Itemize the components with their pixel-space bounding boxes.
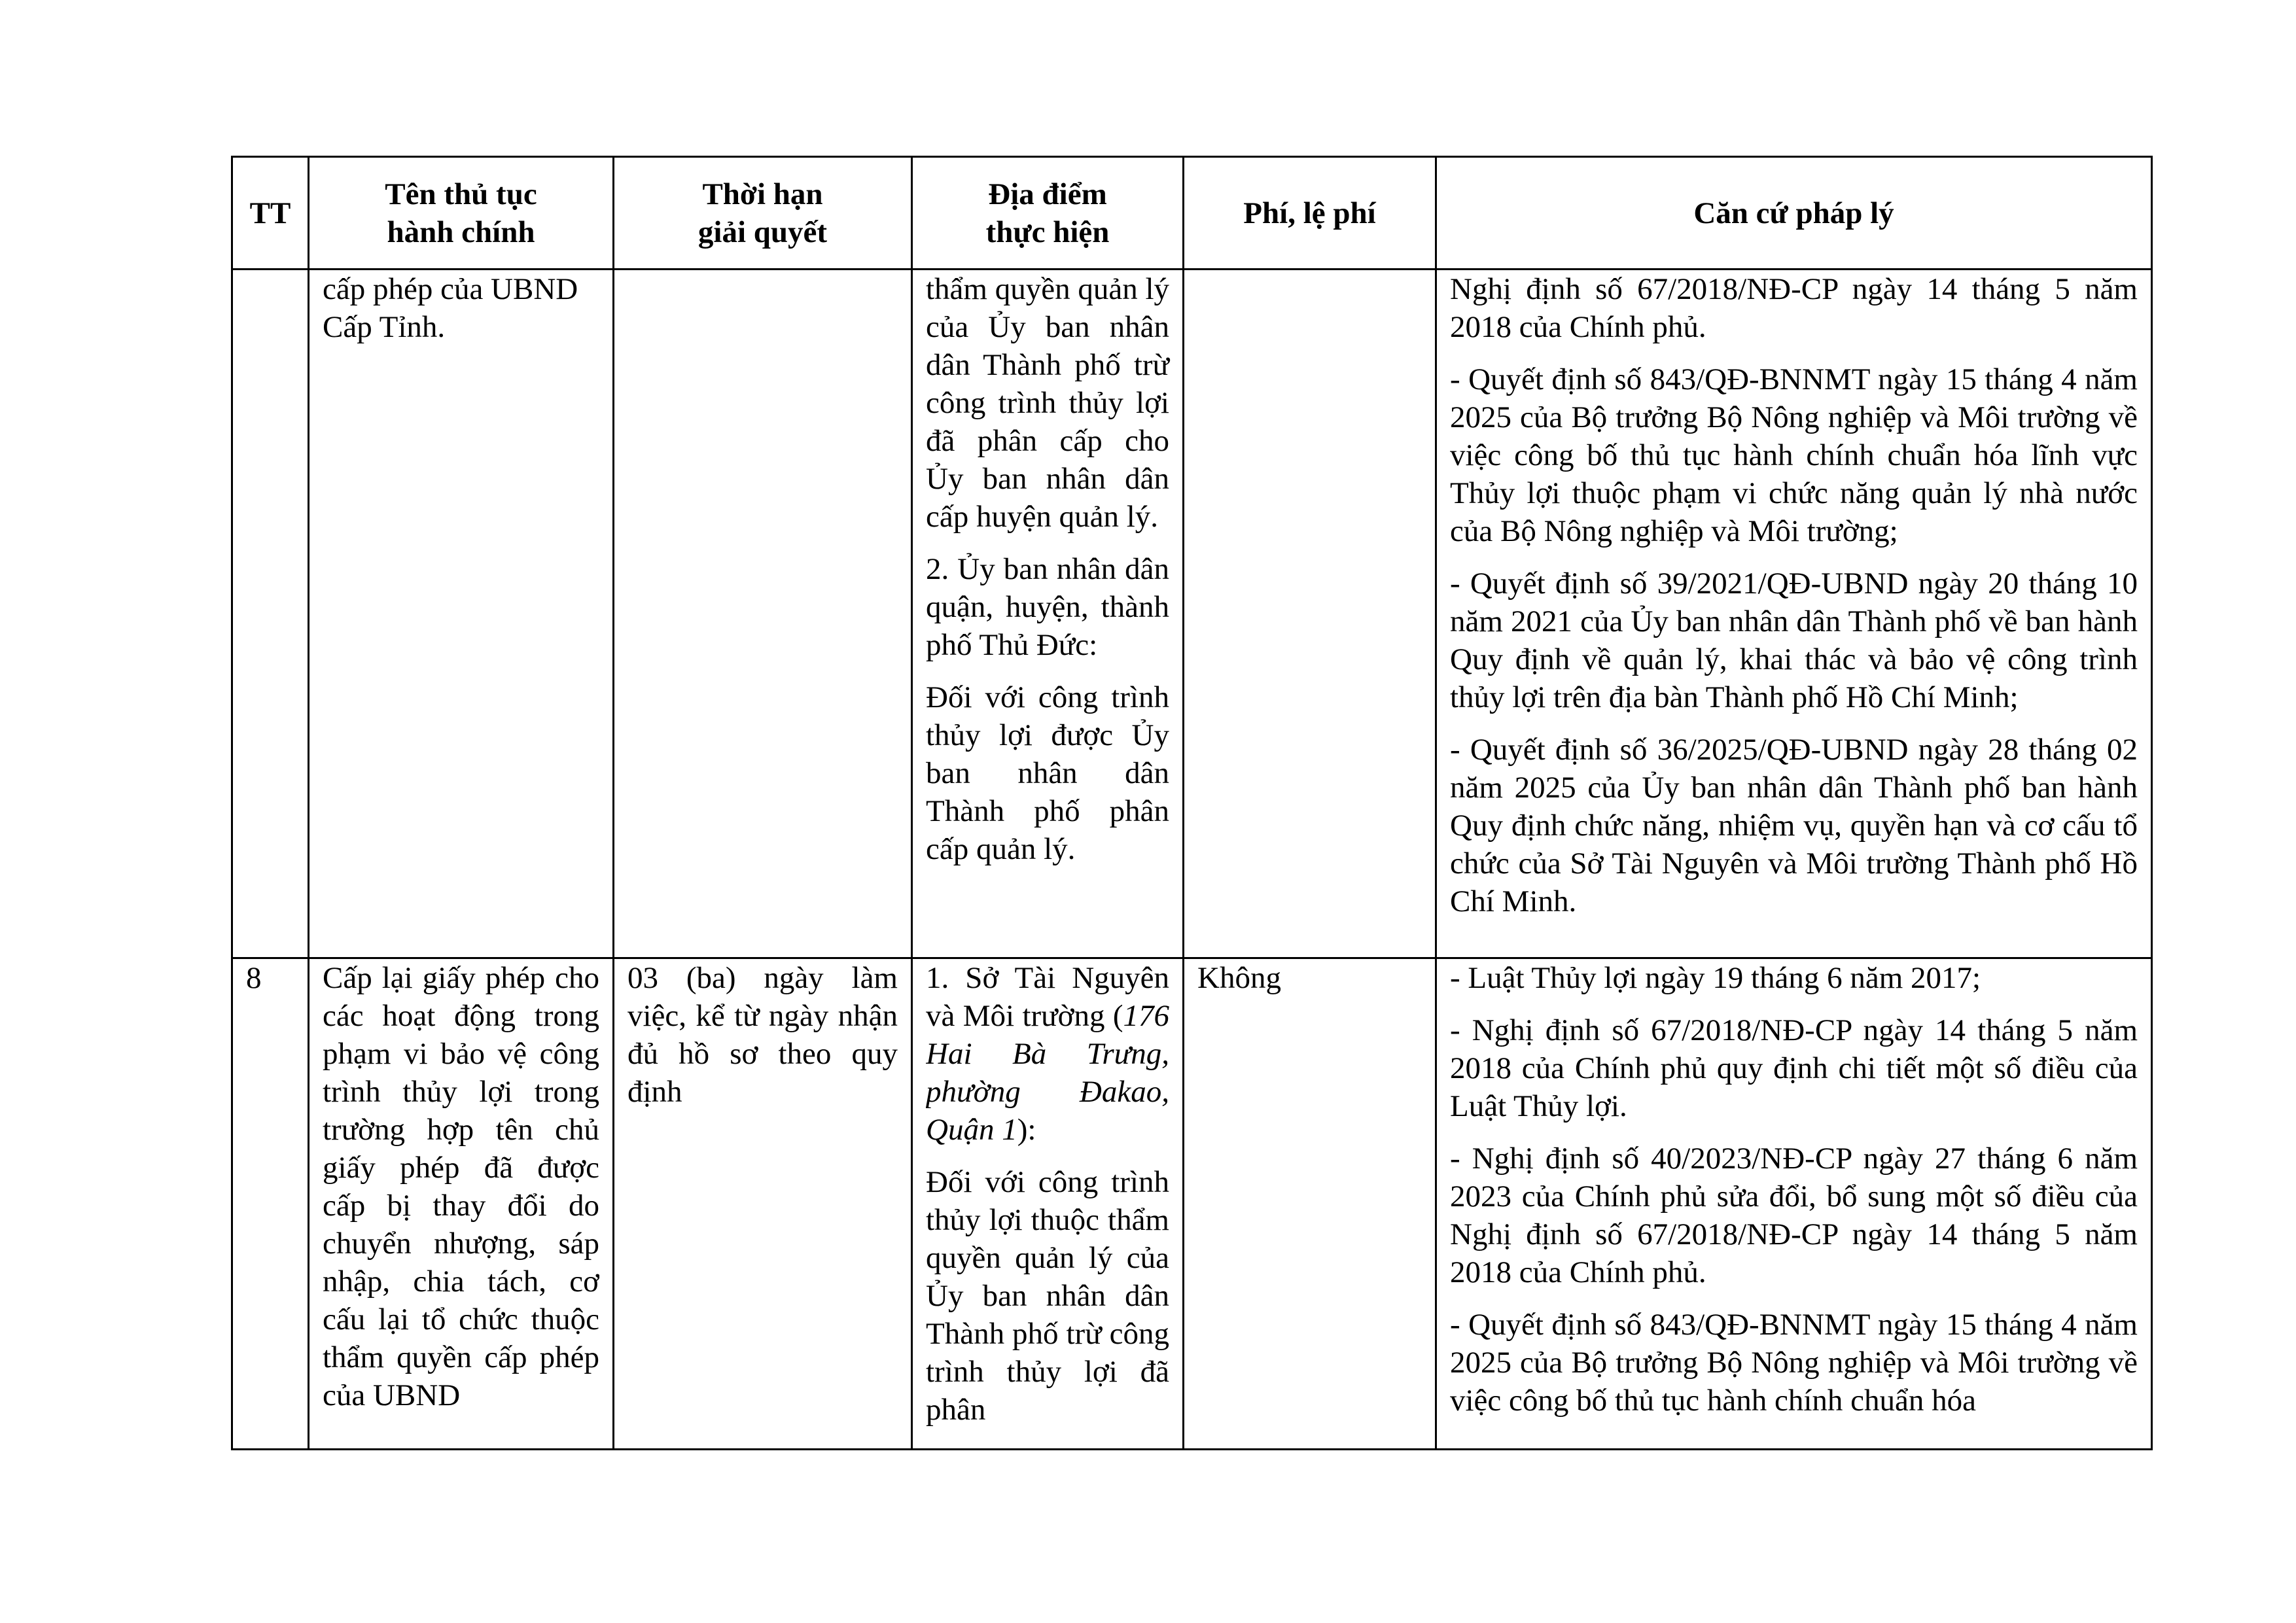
cell-processing-time: 03 (ba) ngày làm việc, kể từ ngày nhận đủ hồ sơ theo quy định — [614, 958, 912, 1450]
header-procedure-name: Tên thủ tục hành chính — [309, 157, 614, 270]
cell-processing-time — [614, 270, 912, 958]
cell-location: thẩm quyền quản lý của Ủy ban nhân dân Thành phố trừ công trình thủy lợi đã phân cấp cho Ủy ban nhân dân cấp huyện quản lý. 2. Ủy ban nhân dân quận, huyện, thành phố Thủ Đức: Đối với công trình thủy lợi được Ủy ban nhân dân Thành phố phân cấp quản lý. — [912, 270, 1184, 958]
table-header-row — [232, 157, 2152, 270]
cell-tt: 8 — [232, 958, 309, 1450]
location-intro: 1. Sở Tài Nguyên và Môi trường (176 Hai Bà Trưng, phường Đakao, Quận 1): — [926, 961, 1169, 1147]
header-tt: TT — [232, 157, 309, 270]
cell-fee — [1184, 270, 1436, 958]
cell-legal-basis: Nghị định số 67/2018/NĐ-CP ngày 14 tháng 5 năm 2018 của Chính phủ. - Quyết định số 843/QĐ-BNNMT ngày 15 tháng 4 năm 2025 của Bộ trưởng Bộ Nông nghiệp và Môi trường về việc công bố thủ tục hành chính chuẩn hóa lĩnh vực Thủy lợi thuộc phạm vi chức năng quản lý nhà nước của Bộ Nông nghiệp và Môi trường; - Quyết định số 39/2021/QĐ-UBND ngày 20 tháng 10 năm 2021 của Ủy ban nhân dân Thành phố về ban hành Quy định về quản lý, khai thác và bảo vệ công trình thủy lợi trên địa bàn Thành phố Hồ Chí Minh; - Quyết định số 36/2025/QĐ-UBND ngày 28 tháng 02 năm 2025 của Ủy ban nhân dân Thành phố ban hành Quy định chức năng, nhiệm vụ, quyền hạn và cơ cấu tổ chức của Sở Tài Nguyên và Môi trường Thành phố Hồ Chí Minh. — [1436, 270, 2152, 958]
cell-procedure-name: Cấp lại giấy phép cho các hoạt động trong phạm vi bảo vệ công trình thủy lợi trong trường hợp tên chủ giấy phép đã được cấp bị thay đổi do chuyển nhượng, sáp nhập, chia tách, cơ cấu lại tổ chức thuộc thẩm quyền cấp phép của UBND — [309, 958, 614, 1450]
header-fee: Phí, lệ phí — [1184, 157, 1436, 270]
location-address: 176 Hai Bà Trưng, phường Đakao, Quận 1 — [926, 999, 1169, 1147]
cell-location: 1. Sở Tài Nguyên và Môi trường (176 Hai Bà Trưng, phường Đakao, Quận 1): Đối với công trình thủy lợi thuộc thẩm quyền quản lý của Ủy ban nhân dân Thành phố trừ công trình thủy lợi đã phân — [912, 958, 1184, 1450]
table-row — [232, 270, 2152, 958]
table-row — [232, 958, 2152, 1450]
cell-legal-basis: - Luật Thủy lợi ngày 19 tháng 6 năm 2017; - Nghị định số 67/2018/NĐ-CP ngày 14 tháng 5 năm 2018 của Chính phủ quy định chi tiết một số điều của Luật Thủy lợi. - Nghị định số 40/2023/NĐ-CP ngày 27 tháng 6 năm 2023 của Chính phủ sửa đổi, bổ sung một số điều của Nghị định số 67/2018/NĐ-CP ngày 14 tháng 5 năm 2018 của Chính phủ. - Quyết định số 843/QĐ-BNNMT ngày 15 tháng 4 năm 2025 của Bộ trưởng Bộ Nông nghiệp và Môi trường về việc công bố thủ tục hành chính chuẩn hóa — [1436, 958, 2152, 1450]
cell-tt — [232, 270, 309, 958]
header-location: Địa điểm thực hiện — [912, 157, 1184, 270]
cell-procedure-name: cấp phép của UBND Cấp Tỉnh. — [309, 270, 614, 958]
header-legal-basis: Căn cứ pháp lý — [1436, 157, 2152, 270]
cell-fee: Không — [1184, 958, 1436, 1450]
procedures-table — [231, 156, 2153, 1450]
header-processing-time: Thời hạn giải quyết — [614, 157, 912, 270]
